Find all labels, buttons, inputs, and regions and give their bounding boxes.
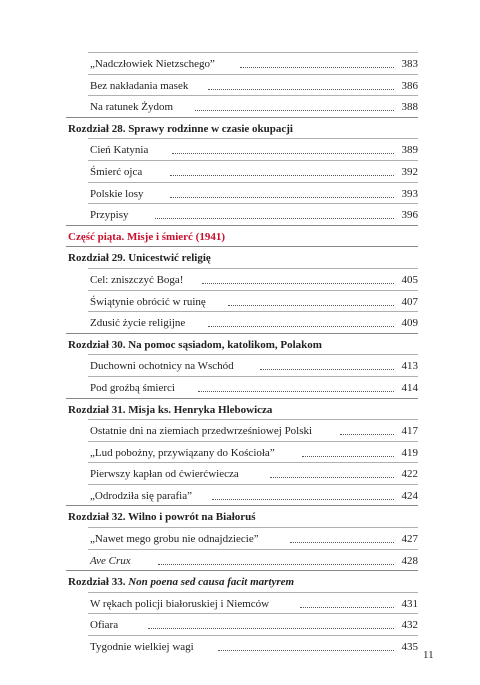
divider bbox=[88, 311, 418, 312]
toc-page-number: 405 bbox=[401, 273, 418, 286]
toc-title: Pod groźbą śmierci bbox=[90, 381, 175, 394]
toc-title: Przypisy bbox=[90, 209, 129, 222]
toc-entry bbox=[68, 635, 418, 657]
divider bbox=[88, 484, 418, 485]
divider bbox=[66, 505, 418, 506]
toc-page-number: 435 bbox=[401, 641, 418, 654]
divider bbox=[66, 225, 418, 226]
dot-leader bbox=[228, 297, 394, 306]
toc-entry bbox=[68, 182, 418, 204]
toc-title: „Nadczłowiek Nietzschego” bbox=[90, 58, 215, 70]
toc-title: Część piąta. Misje i śmierć (1941) bbox=[68, 230, 226, 243]
toc-page-number: 386 bbox=[401, 79, 418, 92]
divider bbox=[88, 290, 418, 291]
dot-leader bbox=[172, 145, 394, 154]
toc-page-number: 414 bbox=[401, 381, 418, 394]
toc-page-number: 427 bbox=[401, 533, 418, 546]
toc-title-italic: Non poena sed causa facit martyrem bbox=[128, 576, 295, 589]
dot-leader bbox=[202, 275, 394, 284]
toc-page-number: 431 bbox=[401, 597, 418, 610]
dot-leader bbox=[170, 189, 394, 198]
toc-entry bbox=[68, 592, 418, 614]
toc-entry bbox=[68, 484, 418, 506]
toc-chapter-heading bbox=[68, 246, 418, 268]
divider bbox=[88, 441, 418, 442]
toc-chapter-heading bbox=[68, 398, 418, 420]
divider bbox=[88, 462, 418, 463]
toc-title: Ave Crux bbox=[90, 554, 131, 567]
toc-page-number: 428 bbox=[401, 554, 418, 567]
toc-title: Zdusić życie religijne bbox=[90, 317, 186, 330]
toc-entry bbox=[68, 311, 418, 333]
dot-leader bbox=[240, 59, 394, 68]
dot-leader bbox=[290, 534, 394, 543]
toc-page-number: 388 bbox=[401, 101, 418, 114]
divider bbox=[88, 203, 418, 204]
toc-entry bbox=[68, 268, 418, 290]
toc-entry bbox=[68, 613, 418, 635]
dot-leader bbox=[260, 361, 394, 370]
toc-entry bbox=[68, 74, 418, 96]
toc-part-heading bbox=[68, 225, 418, 247]
dot-leader bbox=[212, 491, 394, 500]
toc-title: Cel: zniszczyć Boga! bbox=[90, 273, 184, 286]
toc-entry bbox=[68, 160, 418, 182]
page-number: 11 bbox=[423, 649, 434, 661]
dot-leader bbox=[148, 620, 394, 629]
toc-entry bbox=[68, 95, 418, 117]
dot-leader bbox=[158, 556, 394, 565]
toc-page-number: 383 bbox=[401, 58, 418, 70]
toc-chapter-heading bbox=[68, 333, 418, 355]
toc-page-number: 396 bbox=[401, 209, 418, 222]
dot-leader bbox=[195, 102, 394, 111]
toc-title: Cień Katynia bbox=[90, 144, 149, 157]
dot-leader bbox=[208, 318, 394, 327]
toc-title: Rozdział 30. Na pomoc sąsiadom, katolikom, Polakom bbox=[68, 338, 322, 351]
toc-title: W rękach policji białoruskiej i Niemców bbox=[90, 597, 270, 610]
divider bbox=[88, 354, 418, 355]
toc-entry bbox=[68, 138, 418, 160]
toc-entry bbox=[68, 549, 418, 571]
dot-leader bbox=[300, 599, 394, 608]
toc-page-number: 392 bbox=[401, 165, 418, 178]
divider bbox=[88, 52, 418, 53]
toc-page-number: 432 bbox=[401, 619, 418, 632]
toc-title: Ostatnie dni na ziemiach przedwrześniowej Polski bbox=[90, 425, 313, 438]
divider bbox=[88, 268, 418, 269]
toc-title: Rozdział 33. Non poena sed causa facit martyrem bbox=[68, 576, 295, 589]
dot-leader bbox=[208, 81, 394, 90]
toc-title: Rozdział 31. Misja ks. Henryka Hlebowicza bbox=[68, 403, 273, 416]
divider bbox=[66, 570, 418, 571]
toc-title: Bez nakładania masek bbox=[90, 79, 189, 92]
toc-title: „Lud pobożny, przywiązany do Kościoła” bbox=[90, 446, 275, 459]
divider bbox=[88, 419, 418, 420]
divider bbox=[88, 182, 418, 183]
toc-chapter-heading bbox=[68, 505, 418, 527]
toc-title: Duchowni ochotnicy na Wschód bbox=[90, 360, 234, 373]
toc-title: Ofiara bbox=[90, 619, 119, 632]
toc-entry bbox=[68, 462, 418, 484]
divider bbox=[88, 549, 418, 550]
toc-page-number: 419 bbox=[401, 446, 418, 459]
toc-page-number: 417 bbox=[401, 425, 418, 438]
table-of-contents bbox=[68, 52, 418, 657]
dot-leader bbox=[340, 426, 394, 435]
toc-entry bbox=[68, 290, 418, 312]
divider bbox=[88, 613, 418, 614]
dot-leader bbox=[218, 642, 394, 651]
toc-title: Rozdział 32. Wilno i powrót na Białoruś bbox=[68, 511, 256, 524]
dot-leader bbox=[198, 383, 394, 392]
toc-entry bbox=[68, 354, 418, 376]
toc-entry bbox=[68, 441, 418, 463]
toc-title: Świątynie obrócić w ruinę bbox=[90, 295, 206, 308]
toc-title: „Odrodziła się parafia” bbox=[90, 489, 192, 502]
toc-entry bbox=[68, 419, 418, 441]
toc-page-number: 424 bbox=[401, 489, 418, 502]
divider bbox=[88, 592, 418, 593]
toc-entry bbox=[68, 203, 418, 225]
divider bbox=[88, 527, 418, 528]
toc-chapter-heading bbox=[68, 117, 418, 139]
toc-page-number: 393 bbox=[401, 187, 418, 200]
divider bbox=[88, 635, 418, 636]
toc-title: Śmierć ojca bbox=[90, 165, 143, 178]
toc-title: Rozdział 29. Unicestwić religię bbox=[68, 252, 211, 265]
toc-title: „Nawet mego grobu nie odnajdziecie” bbox=[90, 533, 259, 546]
divider bbox=[66, 333, 418, 334]
toc-entry bbox=[68, 376, 418, 398]
toc-title: Polskie losy bbox=[90, 187, 144, 200]
divider bbox=[88, 160, 418, 161]
toc-title: Pierwszy kapłan od ćwierćwiecza bbox=[90, 468, 239, 481]
toc-title: Na ratunek Żydom bbox=[90, 101, 174, 114]
dot-leader bbox=[302, 448, 394, 457]
dot-leader bbox=[270, 469, 394, 478]
divider bbox=[88, 376, 418, 377]
toc-page-number: 413 bbox=[401, 360, 418, 373]
toc-chapter-heading bbox=[68, 570, 418, 592]
toc-entry bbox=[68, 52, 418, 74]
divider bbox=[88, 95, 418, 96]
toc-page-number: 422 bbox=[401, 468, 418, 481]
dot-leader bbox=[170, 167, 394, 176]
divider bbox=[66, 246, 418, 247]
dot-leader bbox=[155, 210, 394, 219]
toc-page-number: 409 bbox=[401, 317, 418, 330]
divider bbox=[88, 74, 418, 75]
divider bbox=[88, 138, 418, 139]
divider bbox=[66, 398, 418, 399]
toc-page-number: 389 bbox=[401, 144, 418, 157]
toc-entry bbox=[68, 527, 418, 549]
toc-title: Rozdział 28. Sprawy rodzinne w czasie okupacji bbox=[68, 122, 293, 135]
toc-page-number: 407 bbox=[401, 295, 418, 308]
toc-title: Tygodnie wielkiej wagi bbox=[90, 641, 194, 654]
divider bbox=[66, 117, 418, 118]
